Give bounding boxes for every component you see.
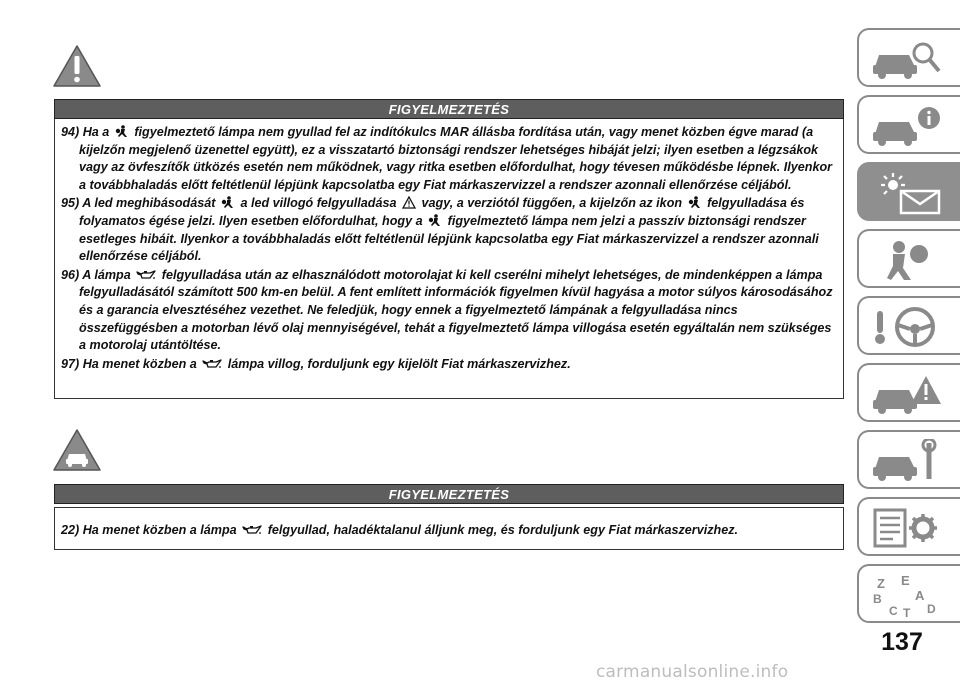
tab-maintenance[interactable] <box>857 430 960 489</box>
alphabet-index-icon <box>871 573 943 617</box>
svg-text:T: T <box>903 606 911 617</box>
tab-emergency[interactable] <box>857 363 960 422</box>
tab-car-search[interactable] <box>857 28 960 87</box>
list-item: 94) Ha a figyelmeztető lámpa nem gyullad fel az indítókulcs MAR állásba fordítása után, vagy menet közben égve marad (a kijelzőn megjelenő üzenettel együtt), ez a visszatartó biztonsági rendszer lehetséges hibáját jelzi; ilyen esetben a légzsákok vagy az övfeszítők ütközés esetén nem működnek, vagy ritka esetben előfordulhat, hogy tévesen működésbe lépnek. Ilyenkor a továbbhaladás előtt feltétlenül lépjünk kapcsolatba egy Fiat márkaszervizzel a rendszer azonnali ellenőrzése céljából. <box>61 125 833 192</box>
svg-text:B: B <box>873 592 882 606</box>
maintenance-wrench-icon <box>871 439 943 483</box>
svg-text:D: D <box>927 602 936 616</box>
warning-triangle-icon <box>52 44 102 88</box>
tab-starting-driving[interactable] <box>857 296 960 355</box>
car-warning-triangle-icon <box>52 428 102 472</box>
warning-lights-mail-icon <box>871 171 943 215</box>
oil-can-icon <box>202 357 222 370</box>
svg-text:E: E <box>901 573 910 588</box>
tab-car-info[interactable] <box>857 95 960 154</box>
oil-can-icon <box>242 523 262 536</box>
safety-person-icon <box>871 238 943 282</box>
oil-can-icon <box>136 268 156 281</box>
emergency-car-icon <box>871 372 943 416</box>
list-item: 96) A lámpa felgyulladása után az elhasználódott motorolajat ki kell cserélni mihelyt lehetséges, de mindenképpen a lámpa felgyulladásától számított 500 km-en belül. A fent említett információk figyelmen kívül hagyása a motor súlyos károsodásához és a garancia elvesztéséhez vezethet. Ne feledjük, hogy ennek a figyelmeztető lámpának a felgyulladása nincs összefüggésben a motorban lévő olaj mennyiségével, tehát a figyelmeztető lámpa villogása esetén egyáltalán nem szükséges a motorolaj utántöltése. <box>61 267 833 353</box>
list-item: 95) A led meghibásodását a led villogó felgyulladása vagy, a verziótól függően, a kijelzőn az ikon felgyulladása és folyamatos égése jelzi. Ilyen esetben előfordulhat, hogy a figyelmeztető lámpa nem jelzi a passzív biztonsági rendszer esetleges hibáit. Ilyenkor a továbbhaladás előtt feltétlenül lépjünk kapcsolatba egy Fiat márkaszervizzel a rendszer azonnali ellenőrzése céljából. <box>61 196 819 264</box>
list-item: 22) Ha menet közben a lámpa felgyullad, haladéktalanul álljunk meg, és forduljunk egy Fiat márkaszervizhez. <box>61 523 738 537</box>
airbag-person-icon <box>221 196 235 209</box>
warning-header: FIGYELMEZTETÉS <box>54 484 844 504</box>
warning-header: FIGYELMEZTETÉS <box>54 99 844 119</box>
warning-small-icon <box>402 196 416 209</box>
tab-warning-lights[interactable] <box>857 162 960 221</box>
svg-text:Z: Z <box>877 576 885 591</box>
tab-index[interactable] <box>857 564 960 623</box>
airbag-person-icon <box>428 214 442 227</box>
car-search-icon <box>871 37 943 81</box>
warning-text-box <box>54 507 844 550</box>
watermark: carmanualsonline.info <box>596 662 789 682</box>
car-info-icon <box>871 104 943 148</box>
technical-data-gear-icon <box>871 506 943 550</box>
airbag-person-icon <box>688 196 702 209</box>
svg-text:A: A <box>915 588 925 603</box>
tab-safety[interactable] <box>857 229 960 288</box>
tab-technical-data[interactable] <box>857 497 960 556</box>
list-item: 97) Ha menet közben a lámpa villog, forduljunk egy kijelölt Fiat márkaszervizhez. <box>61 356 571 371</box>
airbag-person-icon <box>115 125 129 138</box>
steering-wheel-icon <box>871 305 943 349</box>
warning-text-box <box>54 119 844 399</box>
page-number: 137 <box>881 628 923 656</box>
svg-text:C: C <box>889 604 898 617</box>
